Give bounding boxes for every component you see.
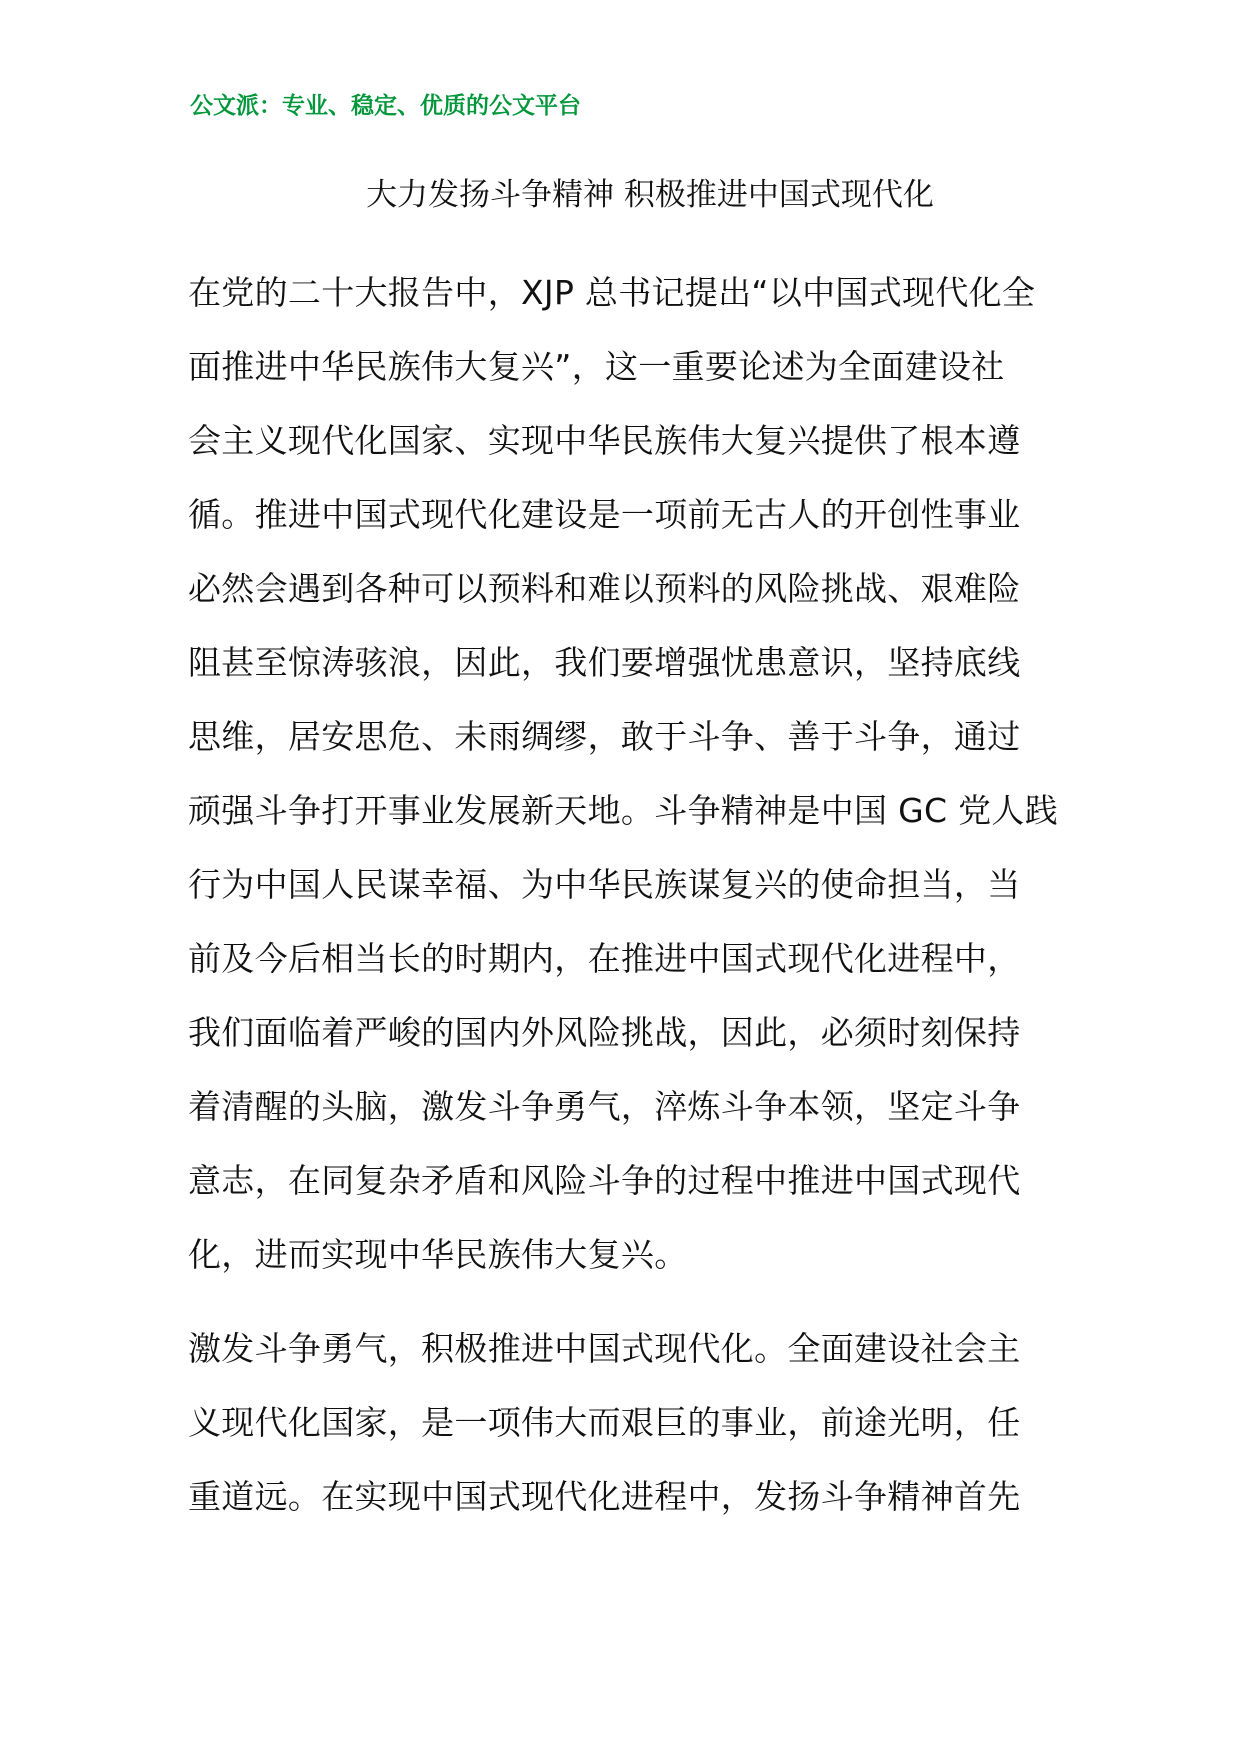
- text-line: 循。推进中国式现代化建设是一项前无古人的开创性事业: [188, 495, 1021, 534]
- paragraph-1: [188, 256, 1058, 1292]
- text-line: 激发斗争勇气，积极推进中国式现代化。全面建设社会主: [188, 1329, 1021, 1368]
- text-line: 面推进中华民族伟大复兴”，这一重要论述为全面建设社: [188, 347, 1005, 386]
- text-line: 我们面临着严峻的国内外风险挑战，因此，必须时刻保持: [188, 1013, 1021, 1052]
- text-line: 阻甚至惊涛骇浪，因此，我们要增强忧患意识，坚持底线: [188, 643, 1021, 682]
- text-line: 重道远。在实现中国式现代化进程中，发扬斗争精神首先: [188, 1477, 1021, 1516]
- text-line: 行为中国人民谋幸福、为中华民族谋复兴的使命担当，当: [188, 865, 1021, 904]
- text-line: 着清醒的头脑，激发斗争勇气，淬炼斗争本领，坚定斗争: [188, 1087, 1021, 1126]
- text-line: 思维，居安思危、未雨绸缪，敢于斗争、善于斗争，通过: [188, 717, 1021, 756]
- text-line: 化，进而实现中华民族伟大复兴。: [188, 1235, 688, 1274]
- text-line: 义现代化国家，是一项伟大而艰巨的事业，前途光明，任: [188, 1403, 1021, 1442]
- text-line: 在党的二十大报告中，XJP 总书记提出“以中国式现代化全: [188, 273, 1036, 312]
- text-line: 会主义现代化国家、实现中华民族伟大复兴提供了根本遵: [188, 421, 1021, 460]
- document-title: 大力发扬斗争精神 积极推进中国式现代化: [366, 177, 934, 213]
- paragraph-2: [188, 1312, 1058, 1534]
- paragraph-spacer: [188, 1292, 1058, 1312]
- header-banner: [190, 90, 581, 122]
- text-line: 顽强斗争打开事业发展新天地。斗争精神是中国 GC 党人践: [188, 791, 1058, 830]
- text-line: 前及今后相当长的时期内，在推进中国式现代化进程中，: [188, 939, 1021, 978]
- document-body: [188, 256, 1058, 1534]
- text-line: 意志，在同复杂矛盾和风险斗争的过程中推进中国式现代: [188, 1161, 1021, 1200]
- header-banner-text: 公文派：专业、稳定、优质的公文平台: [190, 93, 581, 119]
- text-line: 必然会遇到各种可以预料和难以预料的风险挑战、艰难险: [188, 569, 1021, 608]
